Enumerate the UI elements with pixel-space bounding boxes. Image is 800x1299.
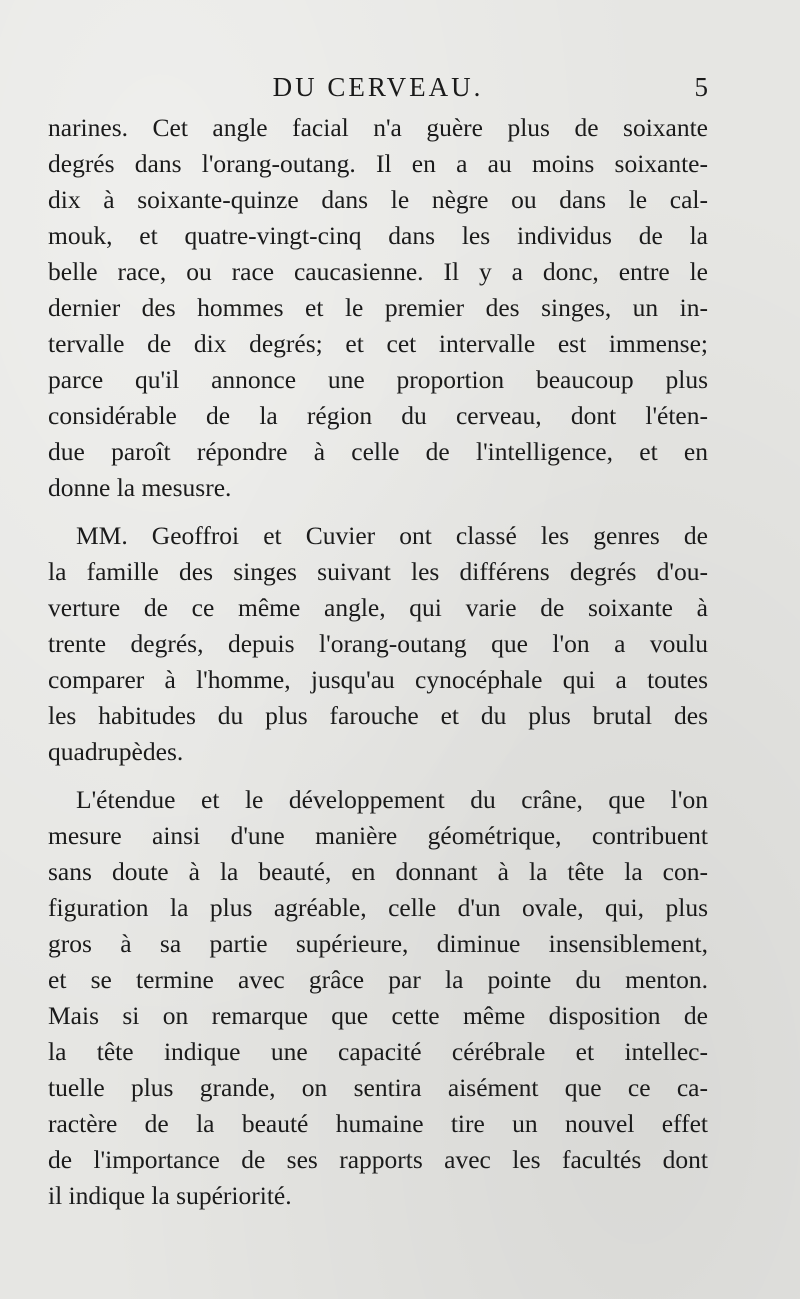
text-line: et se termine avec grâce par la pointe du menton. xyxy=(48,965,708,994)
text-line: sans doute à la beauté, en donnant à la tête la con- xyxy=(48,857,708,886)
text-line: belle race, ou race caucasienne. Il y a donc, entre le xyxy=(48,257,708,286)
text-line: tervalle de dix degrés; et cet intervalle est immense; xyxy=(48,329,708,358)
text-line: comparer à l'homme, jusqu'au cynocéphale qui a toutes xyxy=(48,665,708,694)
text-line: due paroît répondre à celle de l'intelligence, et en xyxy=(48,437,708,466)
text-line: verture de ce même angle, qui varie de soixante à xyxy=(48,593,708,622)
text-line: de l'importance de ses rapports avec les facultés dont xyxy=(48,1145,708,1174)
text-line: la famille des singes suivant les différens degrés d'ou- xyxy=(48,557,708,586)
text-line: Mais si on remarque que cette même disposition de xyxy=(48,1001,708,1030)
text-line: dix à soixante-quinze dans le nègre ou dans le cal- xyxy=(48,185,708,214)
text-line: trente degrés, depuis l'orang-outang que l'on a voulu xyxy=(48,629,708,658)
text-line: il indique la supériorité. xyxy=(48,1181,292,1210)
text-line: considérable de la région du cerveau, dont l'éten- xyxy=(48,401,708,430)
page-number: 5 xyxy=(694,72,708,102)
text-line: gros à sa partie supérieure, diminue insensiblement, xyxy=(48,929,708,958)
text-line: la tête indique une capacité cérébrale et intellec- xyxy=(48,1037,708,1066)
running-title: DU CERVEAU. xyxy=(272,72,484,102)
text-line: les habitudes du plus farouche et du plus brutal des xyxy=(48,701,708,730)
running-head xyxy=(48,72,708,108)
text-line: dernier des hommes et le premier des singes, un in- xyxy=(48,293,708,322)
text-line: tuelle plus grande, on sentira aisément que ce ca- xyxy=(48,1073,708,1102)
paragraph-2 xyxy=(48,518,708,770)
text-line: narines. Cet angle facial n'a guère plus de soixante xyxy=(48,113,708,142)
text-line: quadrupèdes. xyxy=(48,737,184,766)
text-line: donne la mesusre. xyxy=(48,473,232,502)
text-line: mesure ainsi d'une manière géométrique, contribuent xyxy=(48,821,708,850)
text-line: mouk, et quatre-vingt-cinq dans les individus de la xyxy=(48,221,708,250)
paragraph-1 xyxy=(48,110,708,506)
text-line: L'étendue et le développement du crâne, que l'on xyxy=(76,785,708,814)
body-text xyxy=(48,110,708,1226)
text-line: parce qu'il annonce une proportion beaucoup plus xyxy=(48,365,708,394)
text-line: MM. Geoffroi et Cuvier ont classé les genres de xyxy=(76,521,708,550)
text-line: degrés dans l'orang-outang. Il en a au moins soixante- xyxy=(48,149,708,178)
text-line: figuration la plus agréable, celle d'un ovale, qui, plus xyxy=(48,893,708,922)
text-line: ractère de la beauté humaine tire un nouvel effet xyxy=(48,1109,708,1138)
paragraph-3 xyxy=(48,782,708,1214)
